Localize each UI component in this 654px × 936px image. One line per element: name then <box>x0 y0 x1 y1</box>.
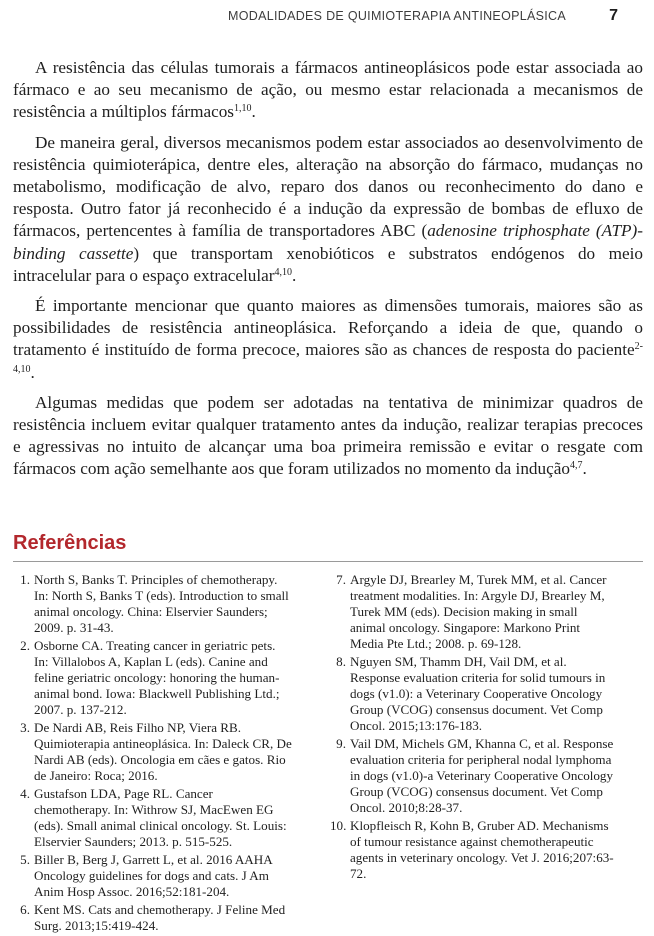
paragraph: A resistência das células tumorais a fármacos antineoplásicos pode estar associada ao fármaco e ao seu mecanismo de ação, ou mesmo estar relacionada a mecanismos de resistência a múltiplos fármacos$^{1,10}$. <box>13 58 643 122</box>
reference-item: 7. Argyle DJ, Brearley M, Turek MM, et al. Cancer treatment modalities. In: Argyle DJ, Brearley M, Turek MM (eds). Decision making in small animal oncology. Singapore: Markono Print Media Pte Ltd.; 2008. p. 69-128. <box>336 572 607 651</box>
reference-item: 9. Vail DM, Michels GM, Khanna C, et al. Response evaluation criteria for peripheral nodal lymphoma in dogs (v1.0)-a Veterinary Cooperative Oncology Group (VCOG) consensus document. Vet Comp Oncol. 2010;8:28-37. <box>336 736 614 815</box>
heading-rule <box>13 561 643 562</box>
citation: 2-4,10 <box>13 341 643 375</box>
paragraph: De maneira geral, diversos mecanismos podem estar associados ao desenvolvimento de resistência quimioterápica, dentre eles, alteração na absorção do fármaco, mudanças no metabolismo, modificação de alvo, reparo dos danos ou reconhecimento do dano e resposta. Outro fator já reconhecido é a indução da expressão de bombas de efluxo de fármacos, pertencentes à família de transportadores ABC (adenosine triphosphate (ATP)-binding cassette) que transportam xenobióticos e substratos endógenos do meio intracelular para o espaço extracelular$^{4,10}$. <box>13 132 643 285</box>
citation: 4,7 <box>569 460 583 472</box>
reference-item: 5. Biller B, Berg J, Garrett L, et al. 2016 AAHA Oncology guidelines for dogs and cats. J Am Anim Hosp Assoc. 2016;52:181-204. <box>20 852 272 899</box>
reference-item: 6. Kent MS. Cats and chemotherapy. J Feline Med Surg. 2013;15:419-424. <box>20 902 286 933</box>
citation: 4,10 <box>274 266 292 278</box>
references-heading: Referências <box>13 532 127 554</box>
reference-item: 2. Osborne CA. Treating cancer in geriatric pets. In: Villalobos A, Kaplan L (eds). Canine and feline geriatric oncology: honoring the human-animal bond. Iowa: Blackwell Publishing Ltd.; 2007. p. 137-212. <box>20 638 280 717</box>
references-list-left <box>14 572 292 936</box>
references-list-right <box>330 572 615 884</box>
citation: 1,10 <box>233 103 252 115</box>
running-head: MODALIDADES DE QUIMIOTERAPIA ANTINEOPLÁSICA <box>228 9 566 23</box>
reference-item: 8. Nguyen SM, Thamm DH, Vail DM, et al. Response evaluation criteria for solid tumours in dogs (v1.0): a Veterinary Cooperative Oncology Group (VCOG) consensus document. Vet Comp Oncol. 2015;13:176-183. <box>336 654 606 733</box>
body-text <box>13 57 643 489</box>
italic-term: adenosine triphosphate (ATP)-binding cassette <box>13 221 643 263</box>
reference-item: 3. De Nardi AB, Reis Filho NP, Viera RB. Quimioterapia antineoplásica. In: Daleck CR, De Nardi AB (eds). Oncologia em cães e gatos. Rio de Janeiro: Roca; 2016. <box>20 720 292 783</box>
reference-item: 1. North S, Banks T. Principles of chemotherapy. In: North S, Banks T (eds). Introduction to small animal oncology. China: Elservier Saunders; 2009. p. 31-43. <box>20 572 289 635</box>
page-number: 7 <box>609 7 618 24</box>
reference-item: 10. Klopfleisch R, Kohn B, Gruber AD. Mechanisms of tumour resistance against chemotherapeutic agents in veterinary oncology. Vet J. 2016;207:63-72. <box>330 818 614 881</box>
paragraph: Algumas medidas que podem ser adotadas na tentativa de minimizar quadros de resistência incluem evitar qualquer tratamento antes da indução, realizar terapias precoces e agressivas no intuito de alcançar uma boa primeira remissão e evitar o resgate com fármacos com ação semelhante aos que foram utilizados no momento da indução$^{4,7}$. <box>13 392 643 479</box>
page-header <box>0 8 654 28</box>
paragraph: É importante mencionar que quanto maiores as dimensões tumorais, maiores são as possibilidades de resistência antineoplásica. Reforçando a ideia de que, quando o tratamento é instituído de forma precoce, maiores são as chances de resposta do paciente$^{2-4,10}$. <box>13 296 643 382</box>
reference-item: 4. Gustafson LDA, Page RL. Cancer chemotherapy. In: Withrow SJ, MacEwen EG (eds). Small animal clinical oncology. St. Louis: Elservier Saunders; 2013. p. 515-525. <box>20 786 287 849</box>
